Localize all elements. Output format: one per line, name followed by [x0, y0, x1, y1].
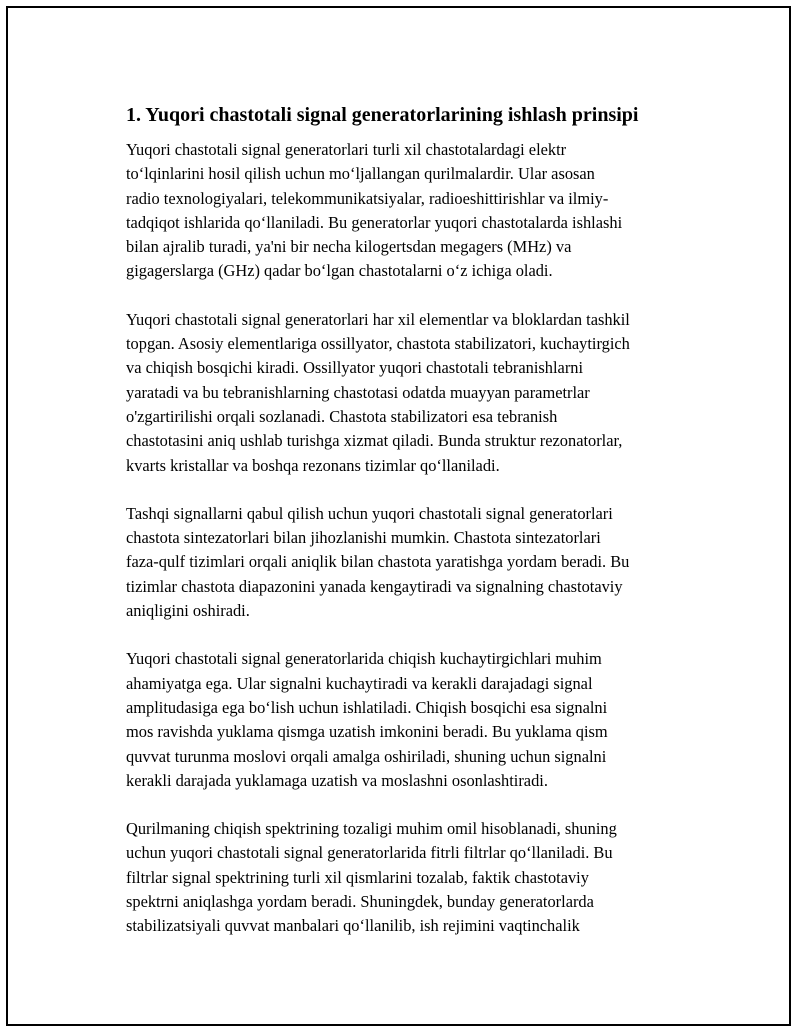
document-content	[126, 102, 701, 963]
paragraph-line: faza-qulf tizimlari orqali aniqlik bilan chastota yaratishga yordam beradi. Bu	[126, 552, 630, 572]
paragraph-line: quvvat turunma moslovi orqali amalga oshiriladi, shuning uchun signalni	[126, 746, 607, 766]
paragraph-3	[126, 502, 701, 623]
paragraph-line: to‘lqinlarini hosil qilish uchun mo‘ljallangan qurilmalardir. Ular asosan	[126, 164, 595, 184]
paragraph-1	[126, 138, 701, 284]
paragraph-line: tadqiqot ishlarida qo‘llaniladi. Bu generatorlar yuqori chastotalarda ishlashi	[126, 212, 623, 232]
paragraph-line: kerakli darajada yuklamaga uzatish va moslashni osonlashtiradi.	[126, 770, 548, 790]
paragraph-line: Yuqori chastotali signal generatorlari turli xil chastotalardagi elektr	[126, 140, 567, 159]
paragraph-line: Tashqi signallarni qabul qilish uchun yuqori chastotali signal generatorlari	[126, 503, 613, 523]
paragraph-line: amplitudasiga ega bo‘lish uchun ishlatiladi. Chiqish bosqichi esa signalni	[126, 697, 608, 717]
paragraph-line: kvarts kristallar va boshqa rezonans tizimlar qo‘llaniladi.	[126, 455, 500, 475]
paragraph-line: Yuqori chastotali signal generatorlari har xil elementlar va bloklardan tashkil	[126, 309, 630, 329]
paragraph-line: stabilizatsiyali quvvat manbalari qo‘llanilib, ish rejimini vaqtinchalik	[126, 916, 580, 936]
paragraph-line: ahamiyatga ega. Ular signalni kuchaytiradi va kerakli darajadagi signal	[126, 673, 593, 693]
paragraph-line: mos ravishda yuklama qismga uzatish imkonini beradi. Bu yuklama qism	[126, 722, 608, 742]
paragraph-4	[126, 647, 701, 793]
paragraph-line: tizimlar chastota diapazonini yanada kengaytiradi va signalning chastotaviy	[126, 576, 623, 596]
paragraph-line: gigagerslarga (GHz) qadar bo‘lgan chastotalarni o‘z ichiga oladi.	[126, 261, 553, 281]
paragraph-line: uchun yuqori chastotali signal generatorlarida fitrli filtrlar qo‘llaniladi. Bu	[126, 843, 613, 863]
paragraph-line: aniqligini oshiradi.	[126, 601, 250, 621]
paragraph-line: bilan ajralib turadi, ya'ni bir necha kilogertsdan megagers (MHz) va	[126, 237, 572, 257]
paragraph-5	[126, 817, 701, 938]
paragraph-line: filtrlar signal spektrining turli xil qismlarini tozalab, faktik chastotaviy	[126, 867, 589, 887]
paragraph-line: o'zgartirilishi orqali sozlanadi. Chastota stabilizatori esa tebranish	[126, 406, 558, 426]
paragraph-line: spektrni aniqlashga yordam beradi. Shuningdek, bunday generatorlarda	[126, 892, 594, 912]
paragraph-line: chastotasini aniq ushlab turishga xizmat qiladi. Bunda struktur rezonatorlar,	[126, 431, 623, 451]
paragraph-line: yaratadi va bu tebranishlarning chastotasi odatda muayyan parametrlar	[126, 382, 590, 402]
paragraph-line: chastota sintezatorlari bilan jihozlanishi mumkin. Chastota sintezatorlari	[126, 528, 601, 548]
paragraph-line: Qurilmaning chiqish spektrining tozaligi muhim omil hisoblanadi, shuning	[126, 819, 617, 839]
paragraph-line: va chiqish bosqichi kiradi. Ossillyator yuqori chastotali tebranishlarni	[126, 358, 584, 378]
section-heading: 1. Yuqori chastotali signal generatorlarining ishlash prinsipi	[126, 104, 639, 126]
paragraph-2	[126, 308, 701, 478]
page-frame	[6, 6, 791, 1026]
paragraph-line: topgan. Asosiy elementlariga ossillyator, chastota stabilizatori, kuchaytirgich	[126, 334, 630, 354]
paragraph-line: radio texnologiyalari, telekommunikatsiyalar, radioeshittirishlar va ilmiy-	[126, 188, 609, 208]
paragraph-line: Yuqori chastotali signal generatorlarida chiqish kuchaytirgichlari muhim	[126, 649, 602, 669]
